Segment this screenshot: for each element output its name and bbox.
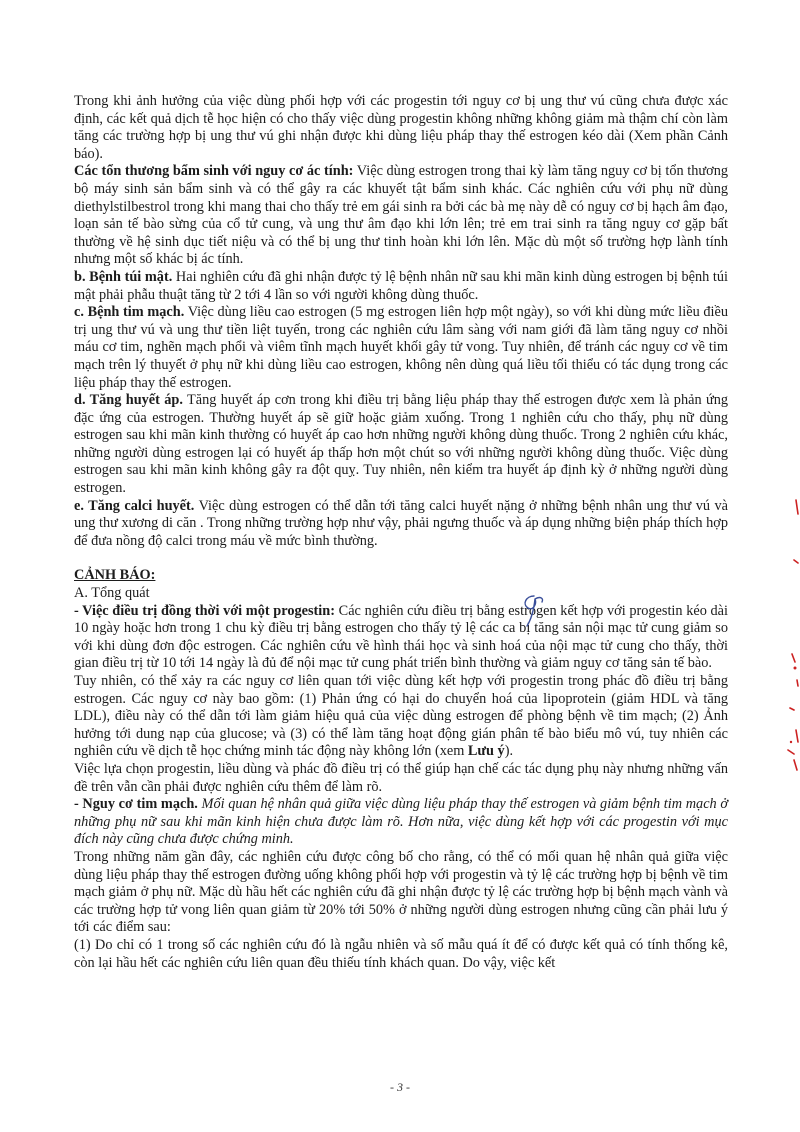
paragraph-text: Việc dùng liều cao estrogen (5 mg estrogen liên hợp một ngày), so với khi dùng mức liều điều trị ung thư vú và ung thư tiền liệt tuyến, trong các nghiên cứu lâm sàng với nam giới đã làm tăng nguy cơ nhồi máu cơ tim, nghẽn mạch phổi và viêm tĩnh mạch huyết khối gây tử vong. Tuy nhiên, để tránh các nguy cơ về tim mạch trên lý thuyết ở phụ nữ khi dùng liều cao estrogen, không nên dùng quá liều tối thiểu có tác dụng trong các liệu pháp thay thế estrogen.: [74, 304, 729, 391]
paragraph-hypercalcemia: [74, 498, 728, 551]
section-title-hypertension: d. Tăng huyết áp.: [74, 392, 183, 409]
paragraph-progestin-concurrent: [74, 603, 728, 673]
section-title-cardiovascular: c. Bệnh tim mạch.: [74, 304, 185, 321]
paragraph-cardiovascular: [74, 304, 728, 392]
paragraph-text: (1) Do chỉ có 1 trong số các nghiên cứu đó là ngẫu nhiên và số mẫu quá ít để có được kết quả có tính thống kê, còn lại hầu hết các nghiên cứu liên quan đều thiếu tính khách quan. Do vậy, việc kết: [74, 936, 728, 971]
general-heading: A. Tổng quát: [74, 585, 150, 602]
page-number: - 3 -: [390, 1080, 410, 1094]
paragraph-recent-studies: [74, 849, 728, 937]
stamp-edge-marks: [776, 0, 800, 1132]
paragraph-congenital-lesions: [74, 163, 728, 269]
section-title-progestin: - Việc điều trị đồng thời với một progestin:: [74, 602, 335, 619]
general-heading-line: [74, 585, 728, 603]
section-title-congenital: Các tổn thương bẩm sinh với nguy cơ ác tính:: [74, 163, 354, 180]
paragraph-text: Hai nghiên cứu đã ghi nhận được tỷ lệ bệnh nhân nữ sau khi mãn kinh dùng estrogen bị bệnh túi mật phải phẫu thuật tăng từ 2 tới 4 lần so với người không dùng thuốc.: [74, 268, 728, 303]
paragraph-text: Các nghiên cứu điều trị bằng estrogen kết hợp với progestin kéo dài 10 ngày hoặc hơn trong 1 chu kỳ điều trị bằng estrogen cho thấy tỷ lệ các ca bị tăng sản nội mạc tử cung giảm so với khi dùng đơn độc estrogen. Các nghiên cứu về hình thái học và sinh hoá của nội mạc tử cung cho thấy, thời gian điều trị từ 10 tới 14 ngày là đủ để nội mạc tử cung phát triển bình thường và giảm nguy cơ tăng sản tế bào.: [74, 602, 728, 672]
document-body: [74, 93, 728, 972]
note-reference: Lưu ý: [467, 743, 505, 760]
paragraph-text: Tăng huyết áp cơn trong khi điều trị bằng liệu pháp thay thế estrogen được xem là phản ứng đặc ứng của estrogen. Thường huyết áp sẽ giữ hoặc giảm xuống. Trong 1 nghiên cứu cho thấy, phụ nữ dùng estrogen sau khi mãn kinh thường có huyết áp cao hơn những người không dùng thuốc. Trong 2 nghiên cứu khác, những người dùng estrogen lại có huyết áp thấp hơn một chút so với những người không dùng thuốc. Việc dùng estrogen sau khi mãn kinh không gây ra đột quỵ. Tuy nhiên, nên kiểm tra huyết áp định kỳ ở những người dùng estrogen.: [74, 392, 728, 497]
section-title-hypercalcemia: e. Tăng calci huyết.: [74, 497, 195, 514]
paragraph-progestin-choice: [74, 761, 728, 796]
paragraph-text: Việc lựa chọn progestin, liều dùng và phác đồ điều trị có thể giúp hạn chế các tác dụng phụ này nhưng những vấn đề trên vẫn cần phải được nghiên cứu thêm để làm rõ.: [74, 760, 728, 795]
section-title-cardio-risk: - Nguy cơ tim mạch.: [74, 796, 198, 813]
paragraph-progestin-risks: [74, 673, 728, 761]
paragraph-text: Trong khi ảnh hưởng của việc dùng phối hợp với các progestin tới nguy cơ bị ung thư vú cũng chưa được xác định, các kết quả dịch tễ học hiện có cho thấy việc dùng progestin không những không giảm mà thậm chí còn làm tăng các trường hợp bị ung thư vú ghi nhận được khi dùng liệu pháp thay thế estrogen kéo dài (Xem phần Cảnh báo).: [74, 93, 728, 162]
paragraph-italic-text: Mối quan hệ nhân quả giữa việc dùng liệu pháp thay thế estrogen và giảm bệnh tim mạch ở những phụ nữ sau khi mãn kinh hiện chưa được làm rõ. Hơn nữa, việc dùng kết hợp với các progestin với mục đích này cũng chưa được chứng minh.: [74, 796, 728, 848]
paragraph-text: ).: [504, 743, 514, 760]
paragraph-text: Việc dùng estrogen có thể dẫn tới tăng calci huyết nặng ở những bệnh nhân ung thư vú và ung thư xương di căn . Trong những trường hợp như vậy, phải ngưng thuốc và áp dụng những biện pháp thích hợp để đưa nồng độ calci trong máu về mức bình thường.: [74, 497, 729, 549]
paragraph-text: Việc dùng estrogen trong thai kỳ làm tăng nguy cơ bị tổn thương bộ máy sinh sản bẩm sinh và có thể gây ra các khuyết tật bẩm sinh khác. Các nghiên cứu với phụ nữ dùng diethylstilbestrol trong khi mang thai cho thấy trẻ em gái sinh ra bởi các bà mẹ này dễ có nguy cơ bị hạch âm đạo, loạn sản tế bào sừng của cổ tử cung, và ung thư âm đạo khi lớn lên; trẻ em trai sinh ra tăng nguy cơ gặp bất thường về hệ sinh dục tiết niệu và có thể bị ung thư tinh hoàn khi lớn lên. Mặc dù một số trường hợp lành tính nhưng một số khác bị ác tính.: [74, 163, 728, 268]
handwritten-signature: [512, 590, 552, 630]
warning-heading-line: [74, 567, 728, 585]
paragraph-breast-cancer-progestin: [74, 93, 728, 163]
paragraph-gallbladder: [74, 269, 728, 304]
paragraph-hypertension: [74, 392, 728, 498]
warning-heading: CẢNH BÁO:: [74, 567, 156, 584]
section-spacer: [74, 550, 728, 567]
paragraph-cardio-risk: [74, 796, 728, 849]
paragraph-text: Tuy nhiên, có thể xảy ra các nguy cơ liên quan tới việc dùng kết hợp với progestin trong phác đồ điều trị bằng estrogen. Các nguy cơ này bao gồm: (1) Phản ứng có hại do chuyển hoá của lipoprotein (giảm HDL và tăng LDL), điều này có thể dẫn tới làm giảm hiệu quả của việc dùng estrogen để phòng bệnh về tim mạch; (2) Ảnh hưởng tới dung nạp của glucose; và (3) có thể làm tăng hoạt động gián phân tế bào biểu mô vú, tuy nhiên các nghiên cứu về dịch tễ học chứng minh tác động này không lớn (xem: [74, 673, 728, 760]
section-title-gallbladder: b. Bệnh túi mật.: [74, 268, 173, 285]
paragraph-point-1: [74, 937, 728, 972]
paragraph-text: Trong những năm gần đây, các nghiên cứu được công bố cho rằng, có thể có mối quan hệ nhân quả giữa việc dùng liệu pháp thay thế estrogen đường uống không phối hợp với progestin và tỷ lệ các trường hợp bị bệnh về tim mạch giảm ở phụ nữ. Mặc dù hầu hết các nghiên cứu đã ghi nhận được tỷ lệ các trường hợp bị bệnh mạch vành và các trường hợp tử vong liên quan giảm từ 20% tới 50% ở những người dùng estrogen nhưng cũng cần phải lưu ý tới các điểm sau:: [74, 848, 728, 936]
